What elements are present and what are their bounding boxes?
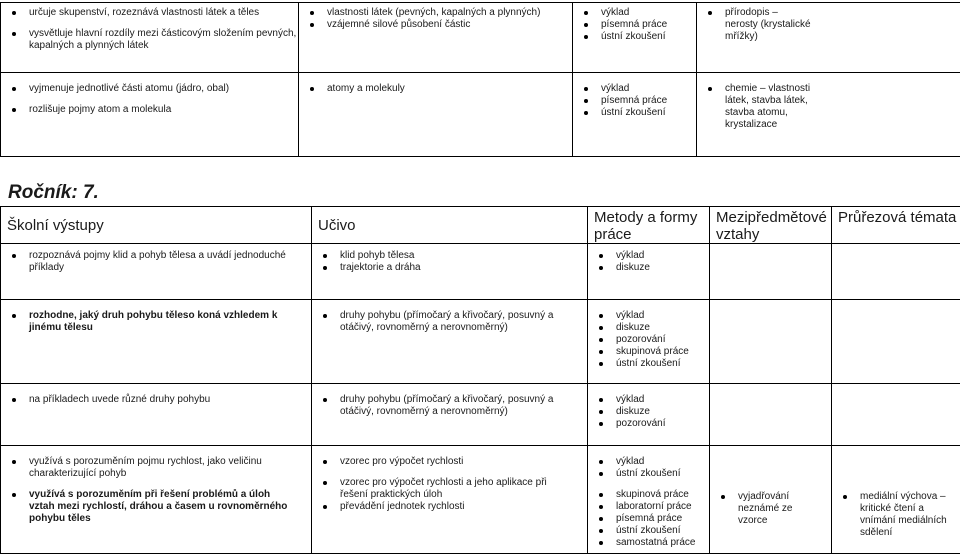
list-item: na příkladech uvede různé druhy pohybu bbox=[7, 394, 311, 406]
curriculum-table bbox=[0, 206, 960, 554]
outputs-cell bbox=[1, 73, 299, 157]
list-item: vzájemné silové působení částic bbox=[305, 19, 572, 31]
topics-cell bbox=[312, 446, 588, 554]
cross-cell bbox=[832, 446, 960, 554]
relations-cell bbox=[710, 300, 832, 384]
list-item: diskuze bbox=[594, 406, 709, 418]
list-item: pozorování bbox=[594, 418, 709, 430]
list-item: skupinová práce bbox=[594, 346, 709, 358]
list-item: výklad bbox=[579, 83, 696, 95]
list-item: využívá s porozuměním pojmu rychlost, jako veličinu charakterizující pohyb bbox=[7, 456, 311, 480]
methods-cell bbox=[588, 446, 710, 554]
topics-cell bbox=[299, 73, 573, 157]
outputs-cell bbox=[1, 3, 299, 73]
outputs-cell bbox=[1, 300, 312, 384]
list-item: vysvětluje hlavní rozdíly mezi částicovým složením pevných, kapalných a plynných látek bbox=[7, 28, 298, 52]
list-item: ústní zkoušení bbox=[579, 107, 696, 119]
list-item: samostatná práce bbox=[594, 537, 709, 549]
outputs-cell bbox=[1, 446, 312, 554]
list-item: trajektorie a dráha bbox=[318, 262, 587, 274]
table-row bbox=[1, 73, 960, 157]
list-item: rozlišuje pojmy atom a molekula bbox=[7, 104, 298, 116]
header-topics: Učivo bbox=[312, 207, 588, 244]
list-item: atomy a molekuly bbox=[305, 83, 572, 95]
methods-cell bbox=[588, 300, 710, 384]
list-item: přírodopis – nerosty (krystalické mřížky) bbox=[703, 7, 813, 43]
relations-cell bbox=[697, 73, 960, 157]
list-item: vlastnosti látek (pevných, kapalných a plynných) bbox=[305, 7, 572, 19]
list-item: mediální výchova – kritické čtení a vnímání mediálních sdělení bbox=[838, 491, 960, 539]
table-row bbox=[1, 446, 960, 554]
list-item: výklad bbox=[594, 456, 709, 468]
list-item: písemná práce bbox=[579, 95, 696, 107]
list-item: převádění jednotek rychlosti bbox=[318, 501, 587, 513]
topics-cell bbox=[312, 300, 588, 384]
list-item: chemie – vlastnosti látek, stavba látek, stavba atomu, krystalizace bbox=[703, 83, 813, 131]
relations-cell bbox=[710, 446, 832, 554]
table-row bbox=[1, 300, 960, 384]
list-item: pozorování bbox=[594, 334, 709, 346]
cross-cell bbox=[832, 244, 960, 300]
list-item: klid pohyb tělesa bbox=[318, 250, 587, 262]
header-row bbox=[1, 207, 960, 244]
header-outputs: Školní výstupy bbox=[1, 207, 312, 244]
list-item: druhy pohybu (přímočarý a křivočarý, posuvný a otáčivý, rovnoměrný a nerovnoměrný) bbox=[318, 310, 587, 334]
header-methods: Metody a formy práce bbox=[588, 207, 710, 244]
list-item: ústní zkoušení bbox=[594, 525, 709, 537]
methods-cell bbox=[588, 244, 710, 300]
list-item: výklad bbox=[594, 250, 709, 262]
list-item: ústní zkoušení bbox=[594, 468, 709, 480]
relations-cell bbox=[697, 3, 960, 73]
table-row bbox=[1, 384, 960, 446]
methods-cell bbox=[573, 73, 697, 157]
list-item: vyjadřování neznámé ze vzorce bbox=[716, 491, 831, 527]
list-item: vzorec pro výpočet rychlosti a jeho aplikace při řešení praktických úloh bbox=[318, 477, 587, 501]
relations-cell bbox=[710, 244, 832, 300]
topics-cell bbox=[312, 384, 588, 446]
topics-cell bbox=[299, 3, 573, 73]
list-item: rozhodne, jaký druh pohybu těleso koná vzhledem k jinému tělesu bbox=[7, 310, 311, 334]
list-item: vzorec pro výpočet rychlosti bbox=[318, 456, 587, 468]
list-item: využívá s porozuměním při řešení problémů a úloh vztah mezi rychlostí, dráhou a časem u rovnoměrného pohybu těles bbox=[7, 489, 311, 525]
header-relations: Mezipředmětové vztahy bbox=[710, 207, 832, 244]
list-item: písemná práce bbox=[594, 513, 709, 525]
relations-cell bbox=[710, 384, 832, 446]
top-table bbox=[0, 2, 960, 157]
cross-cell bbox=[832, 384, 960, 446]
list-item: druhy pohybu (přímočarý a křivočarý, posuvný a otáčivý, rovnoměrný a nerovnoměrný) bbox=[318, 394, 587, 418]
list-item: písemná práce bbox=[579, 19, 696, 31]
methods-cell bbox=[588, 384, 710, 446]
list-item: skupinová práce bbox=[594, 489, 709, 501]
list-item: diskuze bbox=[594, 322, 709, 334]
list-item: ústní zkoušení bbox=[579, 31, 696, 43]
list-item: určuje skupenství, rozeznává vlastnosti látek a těles bbox=[7, 7, 298, 19]
table-row bbox=[1, 244, 960, 300]
header-cross: Průřezová témata bbox=[832, 207, 960, 244]
list-item: vyjmenuje jednotlivé části atomu (jádro, obal) bbox=[7, 83, 298, 95]
list-item: ústní zkoušení bbox=[594, 358, 709, 370]
methods-cell bbox=[573, 3, 697, 73]
cross-cell bbox=[832, 300, 960, 384]
list-item: výklad bbox=[594, 310, 709, 322]
list-item: výklad bbox=[579, 7, 696, 19]
list-item: rozpoznává pojmy klid a pohyb tělesa a uvádí jednoduché příklady bbox=[7, 250, 311, 274]
topics-cell bbox=[312, 244, 588, 300]
list-item: laboratorní práce bbox=[594, 501, 709, 513]
outputs-cell bbox=[1, 244, 312, 300]
list-item: diskuze bbox=[594, 262, 709, 274]
grade-heading: Ročník: 7. bbox=[8, 182, 99, 204]
table-row bbox=[1, 3, 960, 73]
list-item: výklad bbox=[594, 394, 709, 406]
outputs-cell bbox=[1, 384, 312, 446]
